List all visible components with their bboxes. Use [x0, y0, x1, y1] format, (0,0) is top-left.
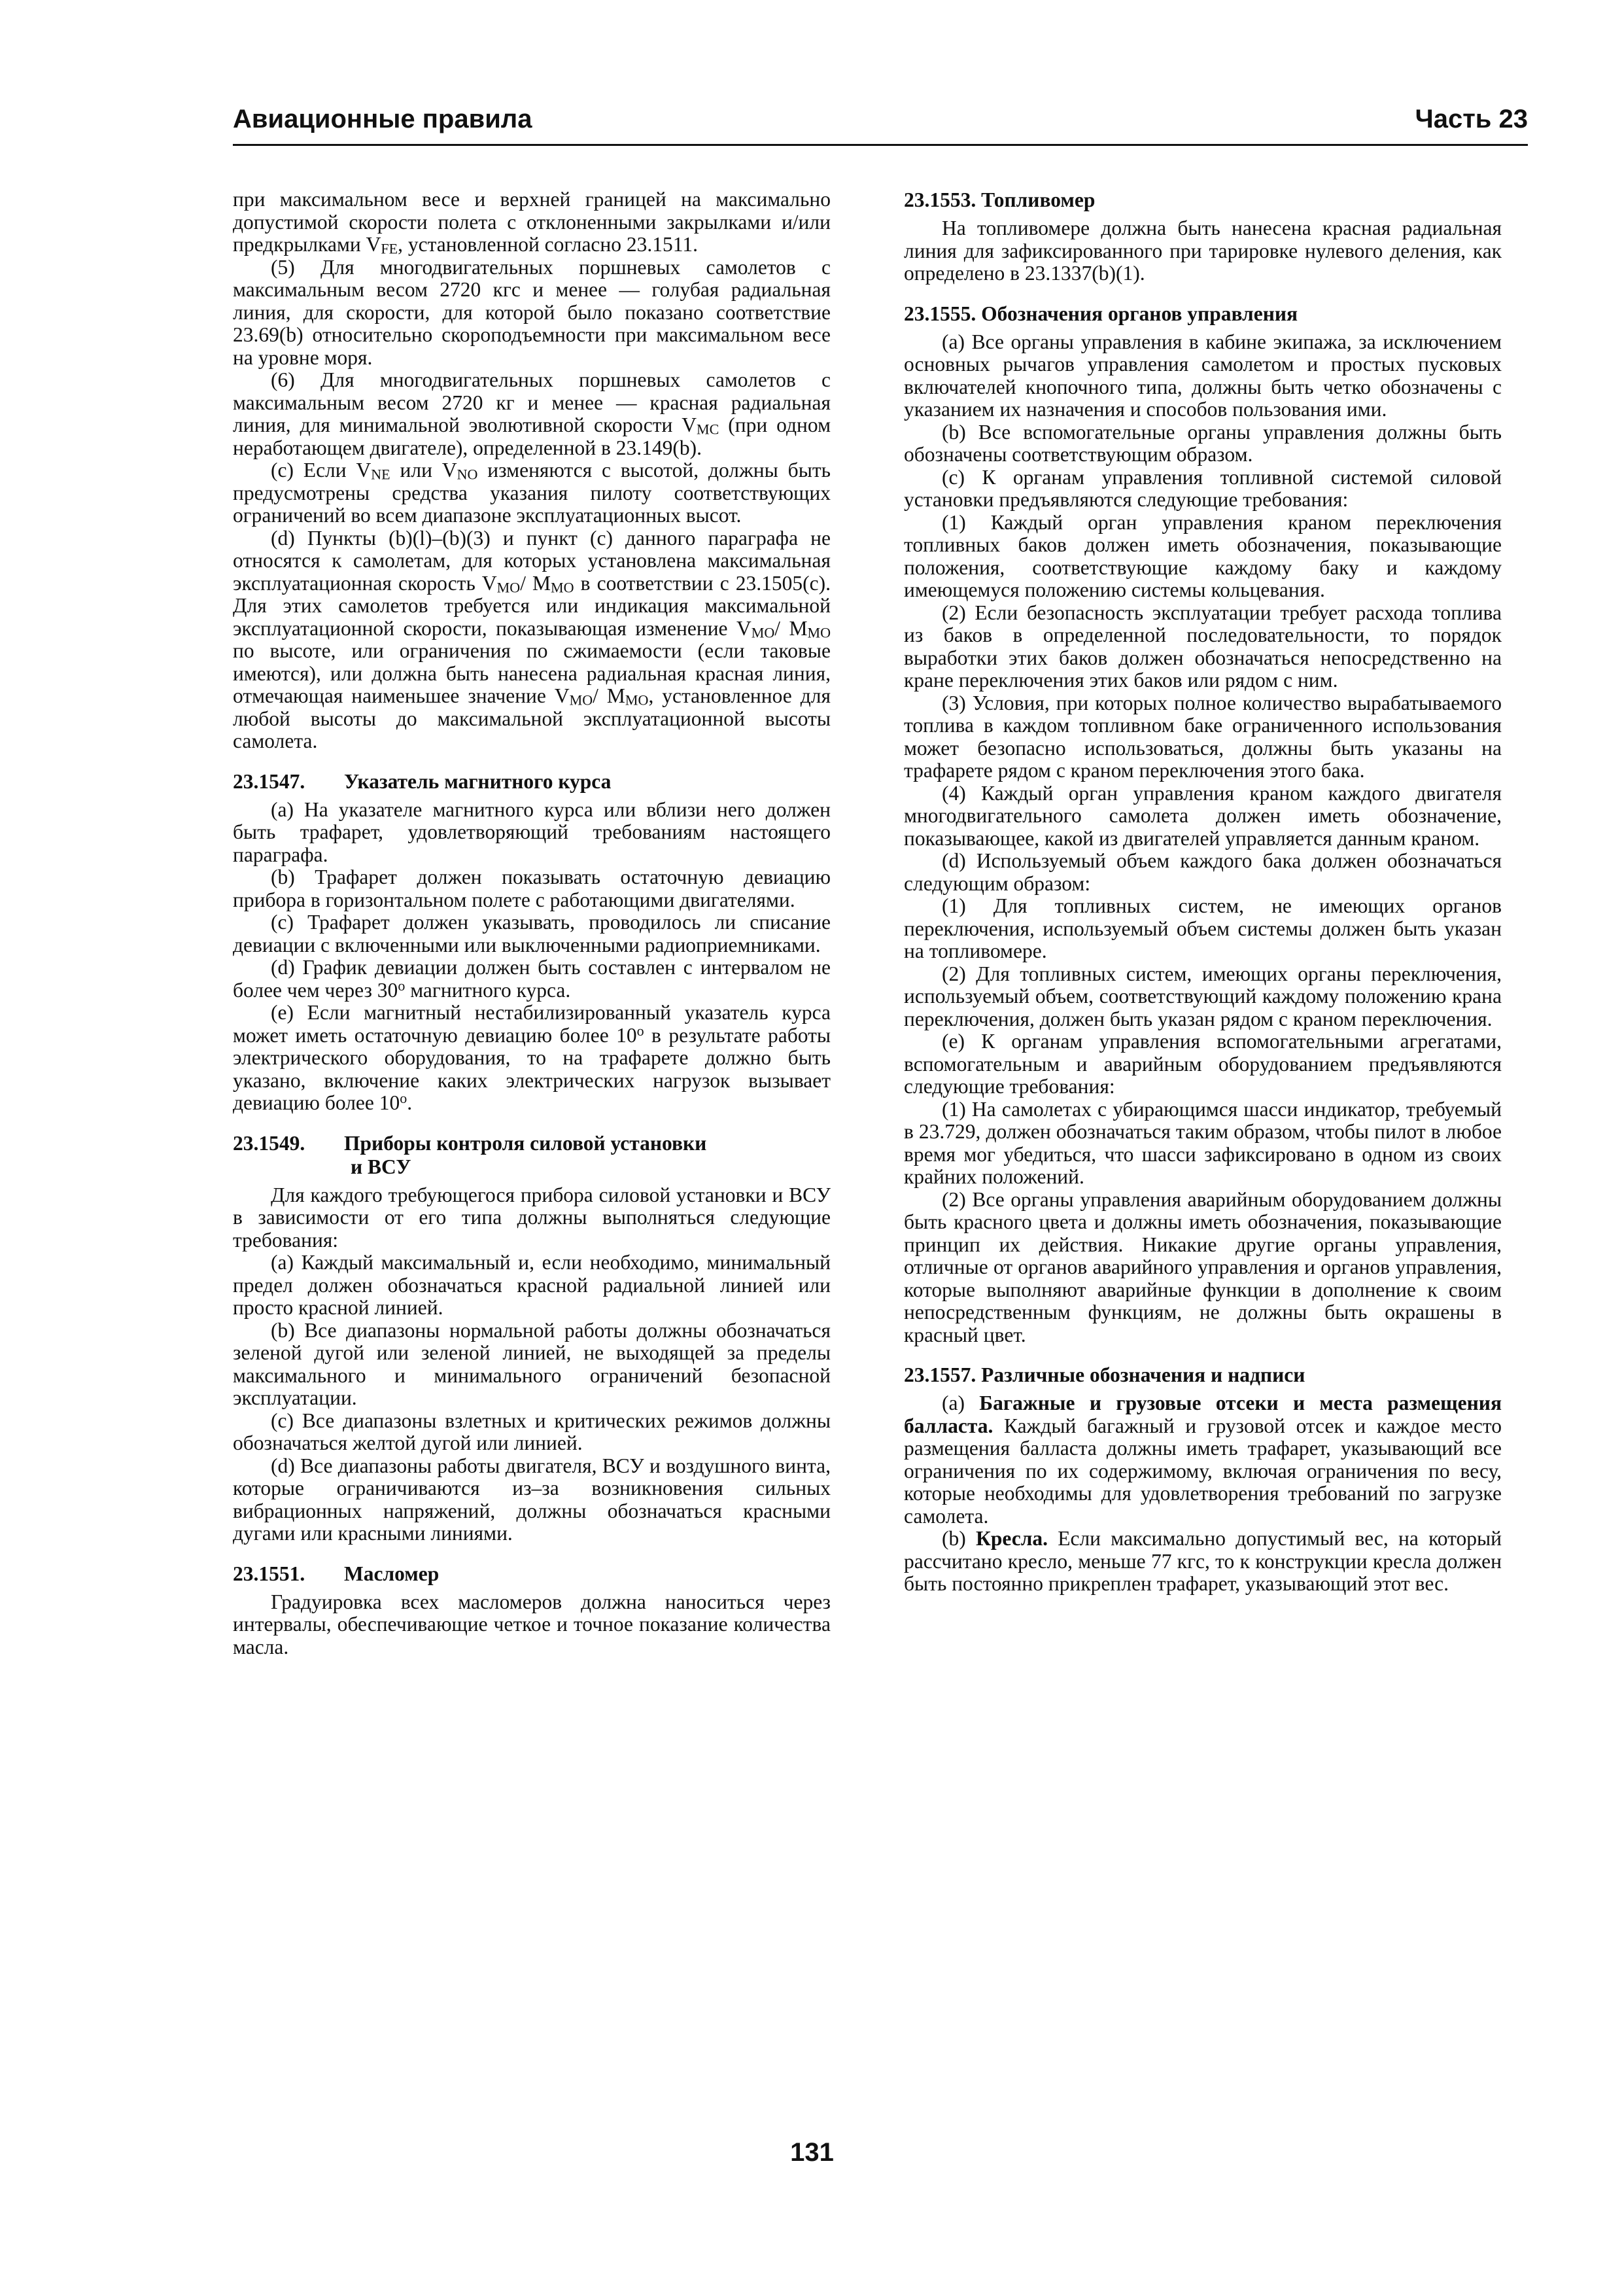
- paragraph: (6) Для многодвигательных поршневых самолетов с максимальным весом 2720 кг и менее — красная радиальная линия, для минимальной эволютивной скорости $V_{MC}$ (при одном неработающем двигателе), определенной в 23.149(b).: [233, 368, 831, 459]
- page-number: 131: [790, 2138, 834, 2167]
- paragraph: Градуировка всех масломеров должна наноситься через интервалы, обеспечивающие четкое и точное показание количества масла.: [233, 1590, 831, 1658]
- paragraph: (2) Для топливных систем, имеющих органы переключения, используемый объем, соответствующий каждому положению крана переключения, должен быть указан рядом с краном переключения.: [904, 962, 1502, 1030]
- document-part: Часть 23: [1415, 105, 1528, 133]
- paragraph: (c) Если $V_{NE}$ или $V_{NO}$ изменяются с высотой, должны быть предусмотрены средства указания пилоту соответствующих ограничений во всем диапазоне эксплуатационных высот.: [233, 459, 831, 527]
- section-heading-1557: 23.1557. Различные обозначения и надписи: [904, 1363, 1305, 1386]
- paragraph: (3) Условия, при которых полное количество вырабатываемого топлива в каждом топливном баке ограниченного использования может безопасно использоваться, должны быть указаны на трафарете рядом с краном переключения этого бака.: [904, 691, 1502, 782]
- section-heading-1549: 23.1549. Приборы контроля силовой установки и ВСУ: [233, 1131, 707, 1178]
- paragraph: (e) К органам управления вспомогательными агрегатами, вспомогательным и аварийным оборудованием предъявляются следующие требования:: [904, 1030, 1502, 1098]
- paragraph: (d) Пункты (b)(l)–(b)(3) и пункт (c) данного параграфа не относятся к самолетам, для которых установлена максимальная эксплуатационная скорость $V_{MO}/$ $M_{MO}$ в соответствии с 23.1505(c). Для этих самолетов требуется или индикация максимальной эксплуатационной скорости, показывающая изменение $V_{MO}/$ $M_{MO}$ по высоте, или ограничения по сжимаемости (если таковые имеются), или должна быть нанесена радиальная красная линия, отмечающая наименьшее значение $V_{MO}/$ $M_{MO}$, установленное для любой высоты до максимальной эксплуатационной высоты самолета.: [233, 526, 831, 752]
- paragraph: (1) На самолетах с убирающимся шасси индикатор, требуемый в 23.729, должен обозначаться таким образом, чтобы пилот в любое время мог убедиться, что шасси зафиксировано в одном из своих крайних положений.: [904, 1097, 1502, 1188]
- paragraph: (d) Используемый объем каждого бака должен обозначаться следующим образом:: [904, 849, 1502, 895]
- paragraph: (a) Багажные и грузовые отсеки и места размещения балласта. Каждый багажный и грузовой отсек и каждое место размещения балласта должны иметь трафарет, указывающий все ограничения по их содержимому, включая ограничения по весу, которые необходимы для удовлетворения требований по загрузке самолета.: [904, 1392, 1502, 1528]
- paragraph: (b) Все вспомогательные органы управления должны быть обозначены соответствующим образом.: [904, 420, 1502, 466]
- section-heading-1553: 23.1553. Топливомер: [904, 188, 1096, 211]
- running-header: [233, 99, 1528, 146]
- paragraph: (c) Все диапазоны взлетных и критических режимов должны обозначаться желтой дугой или линией.: [233, 1409, 831, 1454]
- paragraph: (2) Все органы управления аварийным оборудованием должны быть красного цвета и должны иметь обозначения, показывающие принцип их действия. Никакие другие органы управления, отличные от органов аварийного управления и органов управления, которые выполняют аварийные функции в дополнение к своим непосредственным функциям, не должны быть окрашены в красный цвет.: [904, 1187, 1502, 1346]
- paragraph: (b) Кресла. Если максимально допустимый вес, на который рассчитано кресло, меньше 77 кгс, то к конструкции кресла должен быть постоянно прикреплен трафарет, указывающий этот вес.: [904, 1527, 1502, 1595]
- paragraph: На топливомере должна быть нанесена красная радиальная линия для зафиксированного при тарировке нулевого деления, как определено в 23.1337(b)(1).: [904, 217, 1502, 285]
- section-heading-1547: 23.1547. Указатель магнитного курса: [233, 769, 612, 793]
- paragraph: (a) Каждый максимальный и, если необходимо, минимальный предел должен обозначаться красной радиальной линией или просто красной линией.: [233, 1251, 831, 1319]
- left-column: [233, 188, 831, 1658]
- paragraph: Для каждого требующегося прибора силовой установки и ВСУ в зависимости от его типа должны выполняться следующие требования:: [233, 1183, 831, 1252]
- paragraph: (d) График девиации должен быть составлен с интервалом не более чем через 30$^o$ магнитного курса.: [233, 956, 831, 1002]
- paragraph: (4) Каждый орган управления краном каждого двигателя многодвигательного самолета должен иметь обозначение, показывающее, какой из двигателей управляется данным краном.: [904, 781, 1502, 850]
- paragraph: (d) Все диапазоны работы двигателя, ВСУ и воздушного винта, которые ограничиваются из–за возникновения сильных вибрационных напряжений, должны обозначаться красными дугами или красными линиями.: [233, 1454, 831, 1545]
- right-column: [904, 188, 1502, 1596]
- paragraph: (1) Каждый орган управления краном переключения топливных баков должен иметь обозначения, показывающие положения, соответствующие каждому баку и каждому имеющемуся положению системы кольцевания.: [904, 510, 1502, 601]
- paragraph: (a) Все органы управления в кабине экипажа, за исключением основных рычагов управления самолетом и простых пусковых включателей кнопочного типа, должны быть четко обозначены с указанием их назначения и способов пользования ими.: [904, 330, 1502, 421]
- paragraph: (b) Все диапазоны нормальной работы должны обозначаться зеленой дугой или зеленой линией, не выходящей за пределы максимального и минимального ограничений безопасной эксплуатации.: [233, 1318, 831, 1409]
- paragraph: (c) Трафарет должен указывать, проводилось ли списание девиации с включенными или выключенными радиоприемниками.: [233, 911, 831, 956]
- paragraph: (c) К органам управления топливной системой силовой установки предъявляются следующие требования:: [904, 465, 1502, 511]
- paragraph: (5) Для многодвигательных поршневых самолетов с максимальным весом 2720 кгс и менее — голубая радиальная линия, для скорости, для которой было показано соответствие 23.69(b) относительно скороподъемности при максимальном весе на уровне моря.: [233, 255, 831, 369]
- paragraph: (a) На указателе магнитного курса или вблизи него должен быть трафарет, удовлетворяющий требованиям настоящего параграфа.: [233, 797, 831, 866]
- paragraph: при максимальном весе и верхней границей на максимально допустимой скорости полета с отклоненными закрылками и/или предкрылками $V_{FE}$, установленной согласно 23.1511.: [233, 188, 831, 257]
- paragraph: (1) Для топливных систем, не имеющих органов переключения, используемый объем системы должен быть указан на топливомере.: [904, 894, 1502, 962]
- section-heading-1551: 23.1551. Масломер: [233, 1562, 440, 1585]
- paragraph: (b) Трафарет должен показывать остаточную девиацию прибора в горизонтальном полете с работающими двигателями.: [233, 866, 831, 911]
- document-title: Авиационные правила: [233, 105, 532, 133]
- paragraph: (e) Если магнитный нестабилизированный указатель курса может иметь остаточную девиацию более 10$^o$ в результате работы электрического оборудования, то на трафарете должно быть указано, включение каких электрических нагрузок вызывает девиацию более 10$^o$.: [233, 1001, 831, 1114]
- section-heading-1555: 23.1555. Обозначения органов управления: [904, 302, 1298, 325]
- paragraph: (2) Если безопасность эксплуатации требует расхода топлива из баков в определенной последовательности, то порядок выработки этих баков должен обозначаться непосредственно на кране переключения этих баков или рядом с ним.: [904, 601, 1502, 692]
